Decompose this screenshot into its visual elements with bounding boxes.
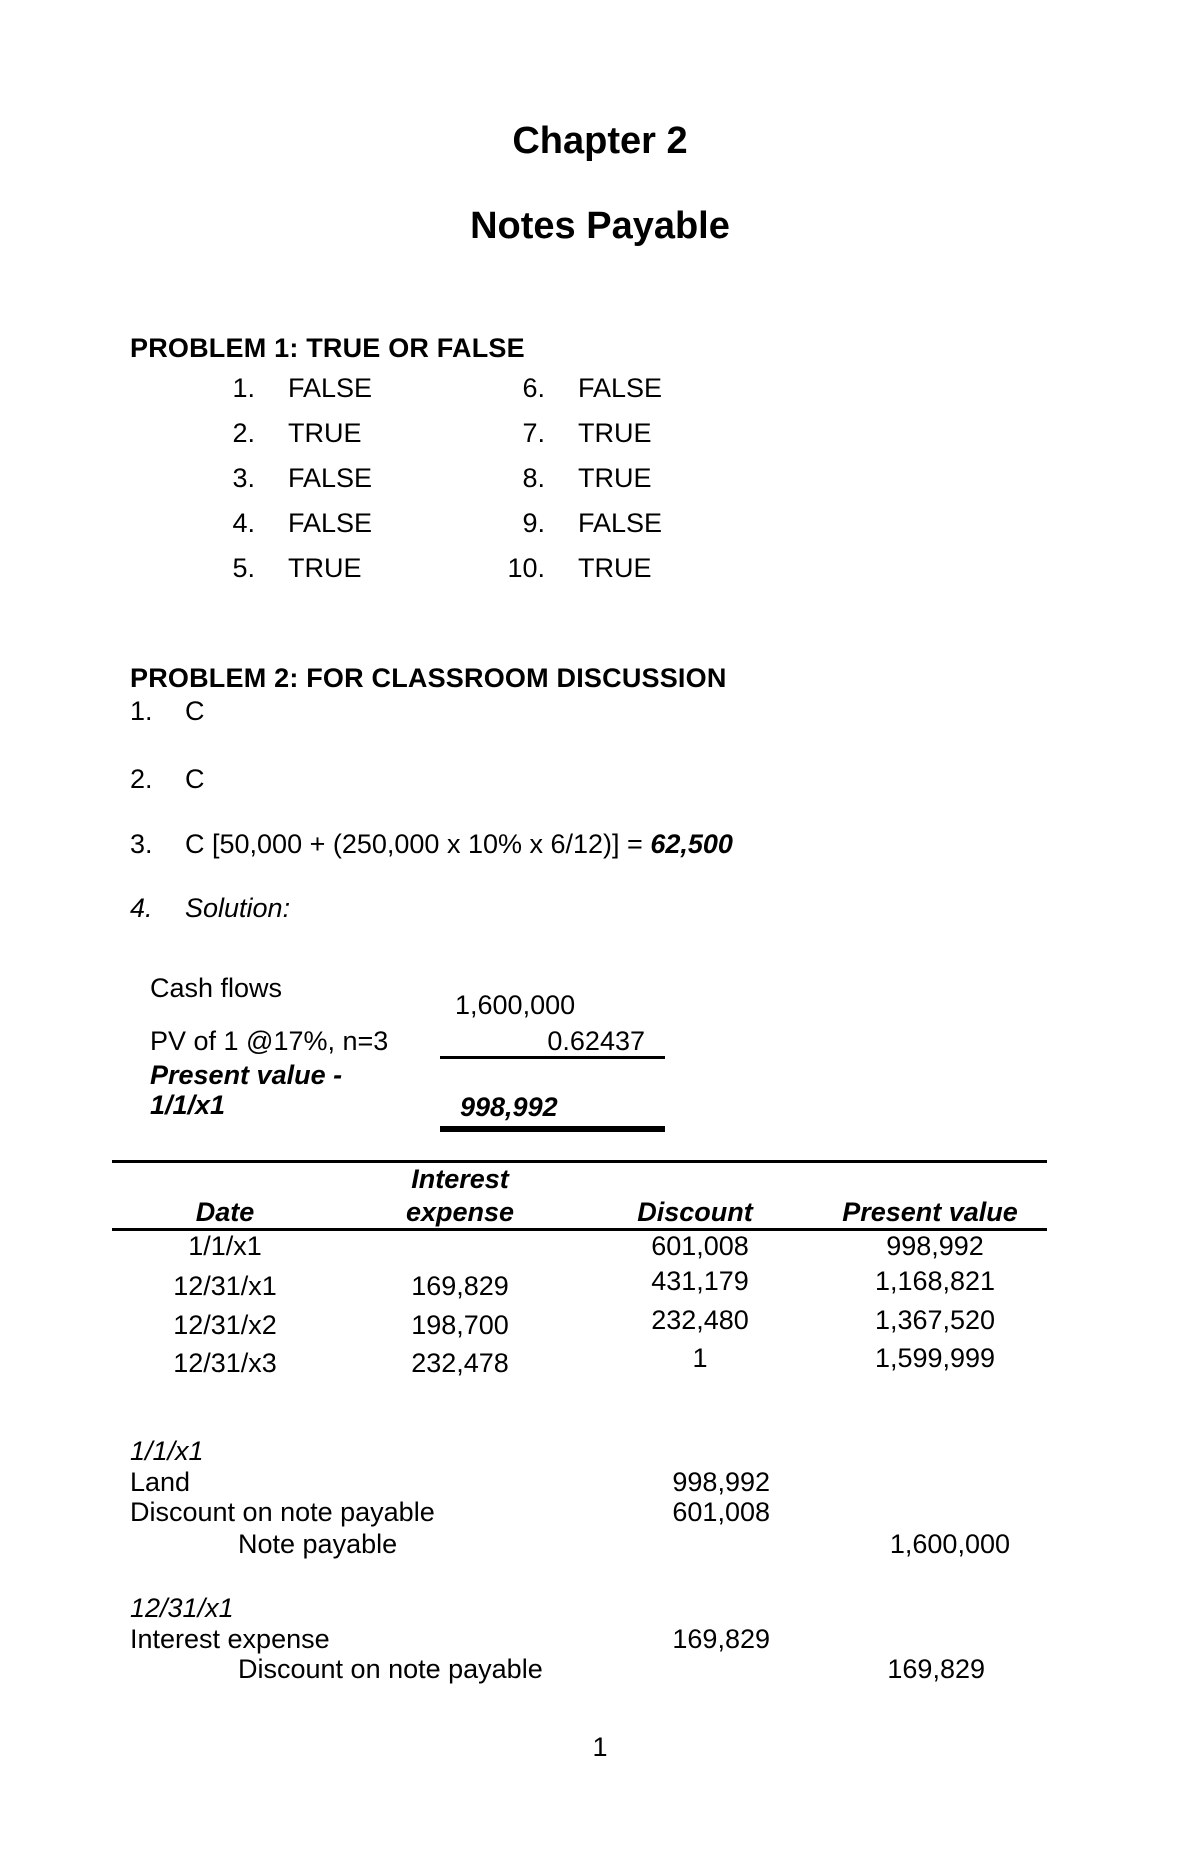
- answer-number: 5.: [232, 553, 255, 583]
- problem1-heading: PROBLEM 1: TRUE OR FALSE: [130, 333, 525, 363]
- journal-debit: 998,992: [672, 1467, 770, 1497]
- journal-debit: 601,008: [672, 1497, 770, 1527]
- cash-flows-label: Cash flows: [150, 973, 283, 1003]
- answer-number: 8.: [522, 463, 545, 493]
- total-double-rule: [440, 1126, 665, 1132]
- journal-account: Discount on note payable: [238, 1654, 543, 1684]
- cell-date: 1/1/x1: [188, 1231, 262, 1261]
- cell-present-value: 1,168,821: [874, 1266, 996, 1296]
- cell-discount: 601,008: [651, 1231, 749, 1261]
- present-value-label-line1: Present value -: [150, 1060, 343, 1090]
- subtotal-rule: [440, 1056, 665, 1059]
- pv-factor-label: PV of 1 @17%, n=3: [150, 1026, 389, 1056]
- present-value-result: 998,992: [460, 1092, 558, 1122]
- header-date: Date: [195, 1197, 255, 1227]
- solution-label: Solution:: [185, 893, 291, 923]
- header-present-value: Present value: [842, 1197, 1018, 1227]
- chapter-subtitle: Notes Payable: [470, 205, 730, 247]
- cell-present-value: 998,992: [886, 1231, 984, 1261]
- answer-value: FALSE: [578, 373, 663, 403]
- table-top-rule: [112, 1160, 1047, 1163]
- answer-number: 3.: [232, 463, 255, 493]
- cell-discount: 1: [692, 1343, 708, 1373]
- answer-value: FALSE: [578, 508, 663, 538]
- cash-flows-value: 1,600,000: [455, 990, 576, 1020]
- journal-account: Interest expense: [130, 1624, 330, 1654]
- answer-number: 4.: [232, 508, 255, 538]
- header-interest-line1: Interest: [411, 1164, 509, 1194]
- answer-number: 7.: [522, 418, 545, 448]
- cell-interest: 198,700: [411, 1310, 509, 1340]
- answer-number: 2.: [232, 418, 255, 448]
- answer-value: FALSE: [288, 508, 373, 538]
- journal-credit: 169,829: [887, 1654, 985, 1684]
- answer-number: 4.: [130, 893, 153, 923]
- header-interest-line2: expense: [405, 1197, 515, 1227]
- answer-value: FALSE: [288, 373, 373, 403]
- formula-result: 62,500: [650, 829, 733, 859]
- problem2-heading: PROBLEM 2: FOR CLASSROOM DISCUSSION: [130, 663, 727, 693]
- present-value-label-line2: 1/1/x1: [150, 1090, 226, 1120]
- cell-present-value: 1,599,999: [874, 1343, 996, 1373]
- journal-account: Note payable: [238, 1529, 398, 1559]
- answer-value: TRUE: [578, 418, 652, 448]
- cell-interest: 232,478: [411, 1348, 509, 1378]
- answer-number: 3.: [130, 829, 153, 859]
- journal-account: Land: [130, 1467, 191, 1497]
- answer-number: 1.: [232, 373, 255, 403]
- answer-value: FALSE: [288, 463, 373, 493]
- answer-text: C: [185, 696, 205, 726]
- page-number: 1: [592, 1732, 608, 1762]
- answer-text: C: [185, 764, 205, 794]
- journal-date: 12/31/x1: [130, 1593, 234, 1623]
- chapter-title: Chapter 2: [512, 120, 688, 162]
- answer-formula: [185, 829, 733, 860]
- answer-number: 2.: [130, 764, 153, 794]
- cell-discount: 431,179: [651, 1266, 749, 1296]
- journal-credit: 1,600,000: [889, 1529, 1010, 1559]
- pv-factor-value: 0.62437: [547, 1026, 645, 1056]
- answer-value: TRUE: [578, 463, 652, 493]
- answer-number: 10.: [507, 553, 545, 583]
- cell-discount: 232,480: [651, 1305, 749, 1335]
- answer-number: 1.: [130, 696, 153, 726]
- cell-date: 12/31/x2: [173, 1310, 277, 1340]
- answer-value: TRUE: [288, 418, 362, 448]
- formula-text: C [50,000 + (250,000 x 10% x 6/12)] =: [185, 829, 651, 859]
- journal-account: Discount on note payable: [130, 1497, 435, 1527]
- cell-present-value: 1,367,520: [874, 1305, 996, 1335]
- answer-value: TRUE: [288, 553, 362, 583]
- cell-date: 12/31/x3: [173, 1348, 277, 1378]
- answer-number: 9.: [522, 508, 545, 538]
- cell-interest: 169,829: [411, 1271, 509, 1301]
- header-discount: Discount: [637, 1197, 753, 1227]
- answer-value: TRUE: [578, 553, 652, 583]
- cell-date: 12/31/x1: [173, 1271, 277, 1301]
- journal-date: 1/1/x1: [130, 1436, 204, 1466]
- journal-debit: 169,829: [672, 1624, 770, 1654]
- answer-number: 6.: [522, 373, 545, 403]
